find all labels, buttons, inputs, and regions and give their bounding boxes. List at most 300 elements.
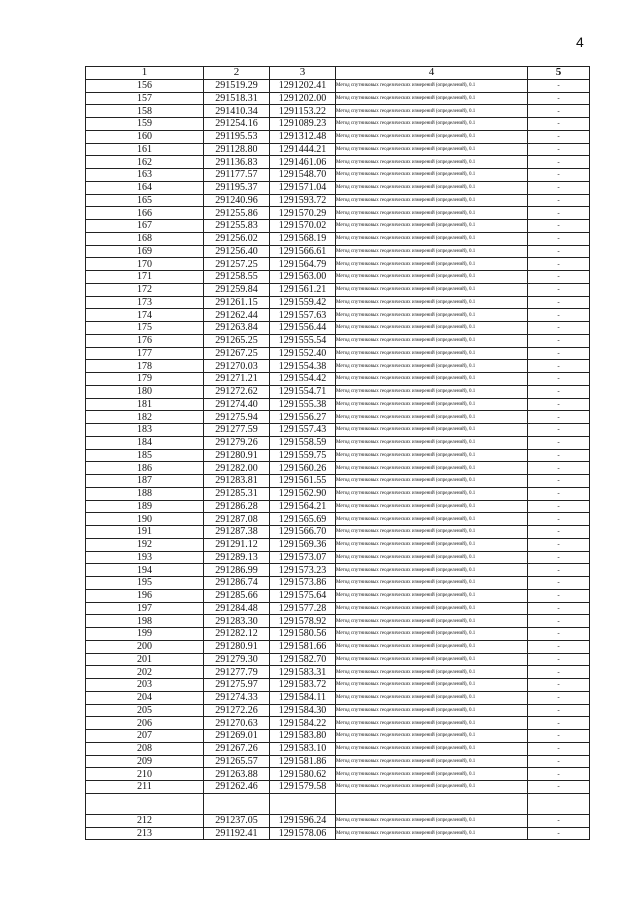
- x-coordinate-cell: 291274.40: [204, 398, 270, 411]
- point-number-cell: 202: [86, 666, 204, 679]
- note-cell: -: [528, 296, 590, 309]
- y-coordinate-cell: 1291202.41: [270, 79, 336, 92]
- y-coordinate-cell: 1291582.70: [270, 653, 336, 666]
- y-coordinate-cell: 1291583.10: [270, 742, 336, 755]
- y-coordinate-cell: 1291581.66: [270, 640, 336, 653]
- point-number-cell: 157: [86, 92, 204, 105]
- y-coordinate-cell: 1291578.06: [270, 827, 336, 840]
- point-number-cell: 170: [86, 258, 204, 271]
- method-cell: Метод спутниковых геодезических измерений (определений), 0.1: [336, 245, 528, 258]
- method-cell: Метод спутниковых геодезических измерений (определений), 0.1: [336, 589, 528, 602]
- note-cell: -: [528, 717, 590, 730]
- table-row: [86, 411, 590, 424]
- y-coordinate-cell: 1291089.23: [270, 118, 336, 131]
- table-row: [86, 602, 590, 615]
- y-coordinate-cell: 1291583.72: [270, 679, 336, 692]
- x-coordinate-cell: 291282.12: [204, 628, 270, 641]
- method-cell: Метод спутниковых геодезических измерений (определений), 0.1: [336, 814, 528, 827]
- point-number-cell: 206: [86, 717, 204, 730]
- note-cell: -: [528, 487, 590, 500]
- empty-cell: [204, 793, 270, 814]
- method-cell: Метод спутниковых геодезических измерений (определений), 0.1: [336, 232, 528, 245]
- note-cell: -: [528, 742, 590, 755]
- table-row: [86, 615, 590, 628]
- point-number-cell: 162: [86, 156, 204, 169]
- method-cell: Метод спутниковых геодезических измерений (определений), 0.1: [336, 373, 528, 386]
- y-coordinate-cell: 1291584.11: [270, 691, 336, 704]
- y-coordinate-cell: 1291584.30: [270, 704, 336, 717]
- empty-cell: [86, 793, 204, 814]
- table-row: [86, 360, 590, 373]
- table-row: [86, 577, 590, 590]
- method-cell: Метод спутниковых геодезических измерений (определений), 0.1: [336, 615, 528, 628]
- method-cell: Метод спутниковых геодезических измерений (определений), 0.1: [336, 827, 528, 840]
- x-coordinate-cell: 291270.63: [204, 717, 270, 730]
- note-cell: -: [528, 258, 590, 271]
- x-coordinate-cell: 291259.84: [204, 283, 270, 296]
- table-row: [86, 589, 590, 602]
- method-cell: Метод спутниковых геодезических измерений (определений), 0.1: [336, 398, 528, 411]
- note-cell: -: [528, 347, 590, 360]
- point-number-cell: 169: [86, 245, 204, 258]
- x-coordinate-cell: 291258.55: [204, 271, 270, 284]
- note-cell: -: [528, 526, 590, 539]
- method-cell: Метод спутниковых геодезических измерений (определений), 0.1: [336, 194, 528, 207]
- point-number-cell: 180: [86, 385, 204, 398]
- note-cell: -: [528, 462, 590, 475]
- note-cell: -: [528, 475, 590, 488]
- note-cell: -: [528, 79, 590, 92]
- x-coordinate-cell: 291267.26: [204, 742, 270, 755]
- y-coordinate-cell: 1291566.61: [270, 245, 336, 258]
- note-cell: -: [528, 373, 590, 386]
- y-coordinate-cell: 1291557.43: [270, 424, 336, 437]
- table-row: [86, 373, 590, 386]
- point-number-cell: 173: [86, 296, 204, 309]
- point-number-cell: 199: [86, 628, 204, 641]
- header-col-5: 5: [528, 67, 590, 80]
- table-row: [86, 827, 590, 840]
- method-cell: Метод спутниковых геодезических измерений (определений), 0.1: [336, 691, 528, 704]
- note-cell: -: [528, 207, 590, 220]
- point-number-cell: 176: [86, 334, 204, 347]
- table-row: [86, 79, 590, 92]
- header-col-1: 1: [86, 67, 204, 80]
- method-cell: Метод спутниковых геодезических измерений (определений), 0.1: [336, 436, 528, 449]
- y-coordinate-cell: 1291577.28: [270, 602, 336, 615]
- x-coordinate-cell: 291280.91: [204, 640, 270, 653]
- note-cell: -: [528, 755, 590, 768]
- point-number-cell: 168: [86, 232, 204, 245]
- x-coordinate-cell: 291285.31: [204, 487, 270, 500]
- y-coordinate-cell: 1291573.07: [270, 551, 336, 564]
- y-coordinate-cell: 1291564.21: [270, 500, 336, 513]
- note-cell: -: [528, 385, 590, 398]
- table-row: [86, 653, 590, 666]
- note-cell: -: [528, 827, 590, 840]
- x-coordinate-cell: 291263.84: [204, 322, 270, 335]
- method-cell: Метод спутниковых геодезических измерений (определений), 0.1: [336, 449, 528, 462]
- table-row: [86, 679, 590, 692]
- table-row: [86, 755, 590, 768]
- x-coordinate-cell: 291518.31: [204, 92, 270, 105]
- table-row: [86, 424, 590, 437]
- point-number-cell: 172: [86, 283, 204, 296]
- y-coordinate-cell: 1291557.63: [270, 309, 336, 322]
- x-coordinate-cell: 291291.12: [204, 538, 270, 551]
- x-coordinate-cell: 291195.53: [204, 130, 270, 143]
- note-cell: -: [528, 181, 590, 194]
- point-number-cell: 191: [86, 526, 204, 539]
- point-number-cell: 171: [86, 271, 204, 284]
- note-cell: -: [528, 411, 590, 424]
- method-cell: Метод спутниковых геодезических измерений (определений), 0.1: [336, 334, 528, 347]
- point-number-cell: 211: [86, 781, 204, 794]
- x-coordinate-cell: 291287.38: [204, 526, 270, 539]
- table-row: [86, 334, 590, 347]
- y-coordinate-cell: 1291153.22: [270, 105, 336, 118]
- table-row: [86, 691, 590, 704]
- point-number-cell: 187: [86, 475, 204, 488]
- header-col-2: 2: [204, 67, 270, 80]
- empty-cell: [336, 793, 528, 814]
- method-cell: Метод спутниковых геодезических измерений (определений), 0.1: [336, 181, 528, 194]
- point-number-cell: 190: [86, 513, 204, 526]
- method-cell: Метод спутниковых геодезических измерений (определений), 0.1: [336, 271, 528, 284]
- y-coordinate-cell: 1291583.80: [270, 730, 336, 743]
- note-cell: -: [528, 538, 590, 551]
- table-row: [86, 309, 590, 322]
- y-coordinate-cell: 1291444.21: [270, 143, 336, 156]
- y-coordinate-cell: 1291554.38: [270, 360, 336, 373]
- note-cell: -: [528, 577, 590, 590]
- point-number-cell: 212: [86, 814, 204, 827]
- note-cell: -: [528, 666, 590, 679]
- method-cell: Метод спутниковых геодезических измерений (определений), 0.1: [336, 462, 528, 475]
- table-row: [86, 232, 590, 245]
- note-cell: -: [528, 691, 590, 704]
- note-cell: -: [528, 628, 590, 641]
- x-coordinate-cell: 291265.57: [204, 755, 270, 768]
- x-coordinate-cell: 291128.80: [204, 143, 270, 156]
- table-row: [86, 475, 590, 488]
- table-row: [86, 551, 590, 564]
- x-coordinate-cell: 291283.81: [204, 475, 270, 488]
- method-cell: Метод спутниковых геодезических измерений (определений), 0.1: [336, 742, 528, 755]
- table-row: [86, 717, 590, 730]
- note-cell: -: [528, 309, 590, 322]
- table-row: [86, 207, 590, 220]
- table-row: [86, 181, 590, 194]
- note-cell: -: [528, 143, 590, 156]
- x-coordinate-cell: 291255.83: [204, 220, 270, 233]
- note-cell: -: [528, 130, 590, 143]
- method-cell: Метод спутниковых геодезических измерений (определений), 0.1: [336, 79, 528, 92]
- x-coordinate-cell: 291136.83: [204, 156, 270, 169]
- table-row: [86, 814, 590, 827]
- y-coordinate-cell: 1291578.92: [270, 615, 336, 628]
- x-coordinate-cell: 291240.96: [204, 194, 270, 207]
- x-coordinate-cell: 291237.05: [204, 814, 270, 827]
- x-coordinate-cell: 291255.86: [204, 207, 270, 220]
- y-coordinate-cell: 1291580.56: [270, 628, 336, 641]
- y-coordinate-cell: 1291558.59: [270, 436, 336, 449]
- y-coordinate-cell: 1291554.42: [270, 373, 336, 386]
- x-coordinate-cell: 291177.57: [204, 169, 270, 182]
- x-coordinate-cell: 291267.25: [204, 347, 270, 360]
- method-cell: Метод спутниковых геодезических измерений (определений), 0.1: [336, 487, 528, 500]
- table-row: [86, 704, 590, 717]
- x-coordinate-cell: 291270.03: [204, 360, 270, 373]
- point-number-cell: 161: [86, 143, 204, 156]
- table-row: [86, 436, 590, 449]
- x-coordinate-cell: 291282.00: [204, 462, 270, 475]
- point-number-cell: 164: [86, 181, 204, 194]
- table-row: [86, 296, 590, 309]
- table-row: [86, 742, 590, 755]
- table-row: [86, 666, 590, 679]
- note-cell: -: [528, 232, 590, 245]
- note-cell: -: [528, 156, 590, 169]
- method-cell: Метод спутниковых геодезических измерений (определений), 0.1: [336, 475, 528, 488]
- table-row: [86, 640, 590, 653]
- point-number-cell: 207: [86, 730, 204, 743]
- table-row: [86, 730, 590, 743]
- note-cell: -: [528, 436, 590, 449]
- method-cell: Метод спутниковых геодезических измерений (определений), 0.1: [336, 258, 528, 271]
- point-number-cell: 198: [86, 615, 204, 628]
- y-coordinate-cell: 1291565.69: [270, 513, 336, 526]
- table-row: [86, 347, 590, 360]
- x-coordinate-cell: 291254.16: [204, 118, 270, 131]
- method-cell: Метод спутниковых геодезических измерений (определений), 0.1: [336, 538, 528, 551]
- point-number-cell: 156: [86, 79, 204, 92]
- table-row: [86, 385, 590, 398]
- y-coordinate-cell: 1291555.54: [270, 334, 336, 347]
- point-number-cell: 181: [86, 398, 204, 411]
- x-coordinate-cell: 291257.25: [204, 258, 270, 271]
- y-coordinate-cell: 1291584.22: [270, 717, 336, 730]
- method-cell: Метод спутниковых геодезических измерений (определений), 0.1: [336, 781, 528, 794]
- table-body-second: [86, 814, 590, 840]
- point-number-cell: 196: [86, 589, 204, 602]
- y-coordinate-cell: 1291559.75: [270, 449, 336, 462]
- note-cell: -: [528, 640, 590, 653]
- method-cell: Метод спутниковых геодезических измерений (определений), 0.1: [336, 360, 528, 373]
- note-cell: -: [528, 398, 590, 411]
- y-coordinate-cell: 1291312.48: [270, 130, 336, 143]
- x-coordinate-cell: 291410.34: [204, 105, 270, 118]
- point-number-cell: 186: [86, 462, 204, 475]
- point-number-cell: 182: [86, 411, 204, 424]
- note-cell: -: [528, 730, 590, 743]
- x-coordinate-cell: 291286.28: [204, 500, 270, 513]
- note-cell: -: [528, 679, 590, 692]
- method-cell: Метод спутниковых геодезических измерений (определений), 0.1: [336, 679, 528, 692]
- method-cell: Метод спутниковых геодезических измерений (определений), 0.1: [336, 207, 528, 220]
- note-cell: -: [528, 500, 590, 513]
- method-cell: Метод спутниковых геодезических измерений (определений), 0.1: [336, 322, 528, 335]
- table-row: [86, 283, 590, 296]
- point-number-cell: 192: [86, 538, 204, 551]
- y-coordinate-cell: 1291561.21: [270, 283, 336, 296]
- header-col-3: 3: [270, 67, 336, 80]
- note-cell: -: [528, 245, 590, 258]
- x-coordinate-cell: 291256.40: [204, 245, 270, 258]
- method-cell: Метод спутниковых геодезических измерений (определений), 0.1: [336, 551, 528, 564]
- table-row: [86, 143, 590, 156]
- y-coordinate-cell: 1291556.27: [270, 411, 336, 424]
- method-cell: Метод спутниковых геодезических измерений (определений), 0.1: [336, 628, 528, 641]
- method-cell: Метод спутниковых геодезических измерений (определений), 0.1: [336, 602, 528, 615]
- method-cell: Метод спутниковых геодезических измерений (определений), 0.1: [336, 220, 528, 233]
- method-cell: Метод спутниковых геодезических измерений (определений), 0.1: [336, 513, 528, 526]
- note-cell: -: [528, 589, 590, 602]
- table-row: [86, 130, 590, 143]
- point-number-cell: 203: [86, 679, 204, 692]
- table-row: [86, 462, 590, 475]
- y-coordinate-cell: 1291548.70: [270, 169, 336, 182]
- x-coordinate-cell: 291285.66: [204, 589, 270, 602]
- method-cell: Метод спутниковых геодезических измерений (определений), 0.1: [336, 768, 528, 781]
- table-row: [86, 169, 590, 182]
- x-coordinate-cell: 291287.08: [204, 513, 270, 526]
- point-number-cell: 200: [86, 640, 204, 653]
- table-row: [86, 564, 590, 577]
- header-col-4: 4: [336, 67, 528, 80]
- method-cell: Метод спутниковых геодезических измерений (определений), 0.1: [336, 118, 528, 131]
- point-number-cell: 179: [86, 373, 204, 386]
- point-number-cell: 189: [86, 500, 204, 513]
- y-coordinate-cell: 1291573.86: [270, 577, 336, 590]
- table-row: [86, 538, 590, 551]
- note-cell: -: [528, 169, 590, 182]
- point-number-cell: 201: [86, 653, 204, 666]
- note-cell: -: [528, 92, 590, 105]
- empty-row: [86, 793, 590, 814]
- x-coordinate-cell: 291275.94: [204, 411, 270, 424]
- method-cell: Метод спутниковых геодезических измерений (определений), 0.1: [336, 130, 528, 143]
- y-coordinate-cell: 1291570.02: [270, 220, 336, 233]
- x-coordinate-cell: 291283.30: [204, 615, 270, 628]
- point-number-cell: 209: [86, 755, 204, 768]
- point-number-cell: 165: [86, 194, 204, 207]
- point-number-cell: 210: [86, 768, 204, 781]
- y-coordinate-cell: 1291581.86: [270, 755, 336, 768]
- method-cell: Метод спутниковых геодезических измерений (определений), 0.1: [336, 500, 528, 513]
- y-coordinate-cell: 1291555.38: [270, 398, 336, 411]
- page-number: 4: [576, 34, 584, 50]
- method-cell: Метод спутниковых геодезических измерений (определений), 0.1: [336, 156, 528, 169]
- point-number-cell: 188: [86, 487, 204, 500]
- point-number-cell: 197: [86, 602, 204, 615]
- y-coordinate-cell: 1291556.44: [270, 322, 336, 335]
- x-coordinate-cell: 291263.88: [204, 768, 270, 781]
- note-cell: -: [528, 118, 590, 131]
- note-cell: -: [528, 360, 590, 373]
- table-row: [86, 118, 590, 131]
- table-row: [86, 194, 590, 207]
- point-number-cell: 194: [86, 564, 204, 577]
- table-row: [86, 500, 590, 513]
- y-coordinate-cell: 1291461.06: [270, 156, 336, 169]
- method-cell: Метод спутниковых геодезических измерений (определений), 0.1: [336, 424, 528, 437]
- table-row: [86, 628, 590, 641]
- y-coordinate-cell: 1291566.70: [270, 526, 336, 539]
- x-coordinate-cell: 291286.74: [204, 577, 270, 590]
- header-row: [86, 67, 590, 80]
- y-coordinate-cell: 1291570.29: [270, 207, 336, 220]
- point-number-cell: 183: [86, 424, 204, 437]
- table-row: [86, 449, 590, 462]
- y-coordinate-cell: 1291563.00: [270, 271, 336, 284]
- y-coordinate-cell: 1291552.40: [270, 347, 336, 360]
- method-cell: Метод спутниковых геодезических измерений (определений), 0.1: [336, 577, 528, 590]
- y-coordinate-cell: 1291564.79: [270, 258, 336, 271]
- point-number-cell: 177: [86, 347, 204, 360]
- method-cell: Метод спутниковых геодезических измерений (определений), 0.1: [336, 730, 528, 743]
- x-coordinate-cell: 291265.25: [204, 334, 270, 347]
- x-coordinate-cell: 291277.79: [204, 666, 270, 679]
- x-coordinate-cell: 291275.97: [204, 679, 270, 692]
- method-cell: Метод спутниковых геодезических измерений (определений), 0.1: [336, 169, 528, 182]
- method-cell: Метод спутниковых геодезических измерений (определений), 0.1: [336, 717, 528, 730]
- note-cell: -: [528, 781, 590, 794]
- method-cell: Метод спутниковых геодезических измерений (определений), 0.1: [336, 283, 528, 296]
- note-cell: -: [528, 615, 590, 628]
- x-coordinate-cell: 291286.99: [204, 564, 270, 577]
- point-number-cell: 205: [86, 704, 204, 717]
- x-coordinate-cell: 291269.01: [204, 730, 270, 743]
- table-row: [86, 156, 590, 169]
- x-coordinate-cell: 291195.37: [204, 181, 270, 194]
- note-cell: -: [528, 814, 590, 827]
- note-cell: -: [528, 220, 590, 233]
- table-row: [86, 258, 590, 271]
- table-row: [86, 768, 590, 781]
- y-coordinate-cell: 1291561.55: [270, 475, 336, 488]
- method-cell: Метод спутниковых геодезических измерений (определений), 0.1: [336, 143, 528, 156]
- coordinates-table: [85, 66, 590, 840]
- point-number-cell: 184: [86, 436, 204, 449]
- method-cell: Метод спутниковых геодезических измерений (определений), 0.1: [336, 105, 528, 118]
- method-cell: Метод спутниковых геодезических измерений (определений), 0.1: [336, 526, 528, 539]
- y-coordinate-cell: 1291560.26: [270, 462, 336, 475]
- point-number-cell: 195: [86, 577, 204, 590]
- point-number-cell: 158: [86, 105, 204, 118]
- method-cell: Метод спутниковых геодезических измерений (определений), 0.1: [336, 640, 528, 653]
- method-cell: Метод спутниковых геодезических измерений (определений), 0.1: [336, 385, 528, 398]
- table-row: [86, 105, 590, 118]
- y-coordinate-cell: 1291559.42: [270, 296, 336, 309]
- x-coordinate-cell: 291262.46: [204, 781, 270, 794]
- x-coordinate-cell: 291289.13: [204, 551, 270, 564]
- note-cell: -: [528, 105, 590, 118]
- table-row: [86, 245, 590, 258]
- point-number-cell: 185: [86, 449, 204, 462]
- x-coordinate-cell: 291272.62: [204, 385, 270, 398]
- y-coordinate-cell: 1291569.36: [270, 538, 336, 551]
- y-coordinate-cell: 1291583.31: [270, 666, 336, 679]
- table-row: [86, 526, 590, 539]
- y-coordinate-cell: 1291596.24: [270, 814, 336, 827]
- point-number-cell: 208: [86, 742, 204, 755]
- point-number-cell: 163: [86, 169, 204, 182]
- table-row: [86, 398, 590, 411]
- y-coordinate-cell: 1291575.64: [270, 589, 336, 602]
- note-cell: -: [528, 449, 590, 462]
- method-cell: Метод спутниковых геодезических измерений (определений), 0.1: [336, 347, 528, 360]
